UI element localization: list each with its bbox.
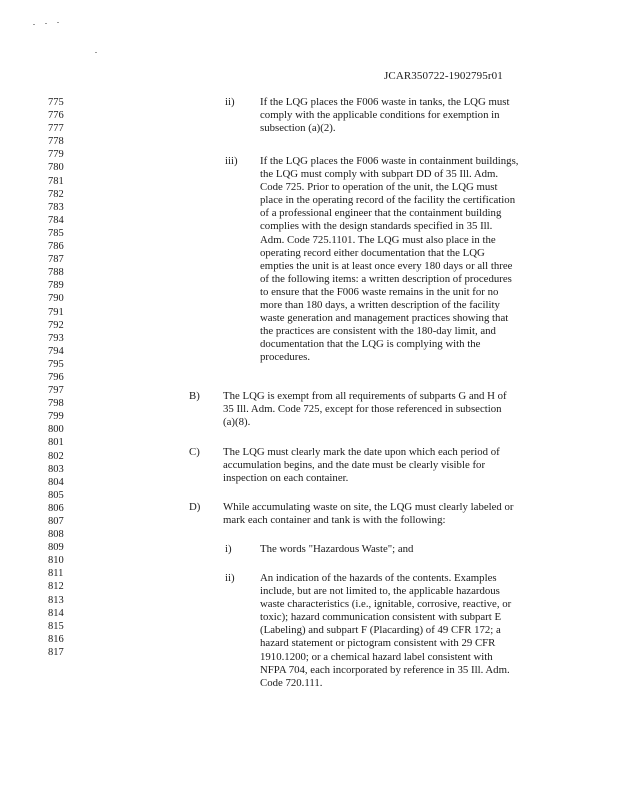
text-line: waste characteristics (i.e., ignitable, corrosive, reactive, or xyxy=(260,598,512,611)
item-label: B) xyxy=(189,390,200,402)
text-line: Adm. Code 725.1101. The LQG must also place in the xyxy=(260,233,496,246)
text-line: Code 725. Prior to operation of the unit, the LQG must xyxy=(260,181,498,194)
line-number: 812 xyxy=(48,581,64,593)
line-number: 804 xyxy=(48,476,64,488)
scan-speck xyxy=(95,52,97,53)
line-number: 801 xyxy=(48,437,64,449)
text-line: accumulation begins, and the date must be clearly visible for xyxy=(223,459,486,472)
item-label: iii) xyxy=(225,155,238,167)
line-number: 797 xyxy=(48,385,64,397)
line-number: 796 xyxy=(48,371,64,383)
line-number: 792 xyxy=(48,319,64,331)
paragraph-containment-buildings xyxy=(260,155,518,365)
item-label: ii) xyxy=(225,96,235,108)
line-number: 795 xyxy=(48,358,64,370)
text-line: NFPA 704, each incorporated by reference in 35 Ill. Adm. xyxy=(260,663,510,676)
text-line: the LQG must comply with subpart DD of 35 Ill. Adm. xyxy=(260,168,499,181)
paragraph-date-marking xyxy=(223,446,500,485)
text-line: comply with the applicable conditions for exemption in xyxy=(260,109,500,122)
text-line: place in the operating record of the facility the certification xyxy=(260,194,516,207)
line-number: 787 xyxy=(48,254,64,266)
line-number: 784 xyxy=(48,214,64,226)
text-line: 1910.1200; or a chemical hazard label consistent with xyxy=(260,650,493,663)
text-line: The words "Hazardous Waste"; and xyxy=(260,543,414,555)
text-line: If the LQG places the F006 waste in tanks, the LQG must xyxy=(260,96,510,108)
line-number: 793 xyxy=(48,332,64,344)
text-line: documentation that the LQG is complying with the xyxy=(260,338,481,351)
line-number: 775 xyxy=(48,97,64,108)
paragraph-hazard-indication xyxy=(260,572,511,690)
text-line: The LQG is exempt from all requirements of subparts G and H of xyxy=(223,390,507,402)
line-number: 786 xyxy=(48,241,64,253)
text-line: of a professional engineer that the containment building xyxy=(260,207,502,220)
line-number: 785 xyxy=(48,227,64,239)
text-line: more than 180 days, a written description of the facility xyxy=(260,299,500,312)
line-number: 811 xyxy=(48,568,64,580)
line-number: 781 xyxy=(48,175,64,187)
line-number: 802 xyxy=(48,450,64,462)
line-number: 778 xyxy=(48,136,64,148)
line-number: 805 xyxy=(48,489,64,501)
document-id-header: JCAR350722-1902795r01 xyxy=(384,70,503,82)
text-line: inspection on each container. xyxy=(223,472,349,485)
text-line: Code 720.111. xyxy=(260,676,323,689)
text-line: procedures. xyxy=(260,351,311,364)
item-label: D) xyxy=(189,501,201,513)
line-number: 783 xyxy=(48,201,64,213)
line-number: 780 xyxy=(48,162,64,174)
scan-speck xyxy=(45,23,47,24)
text-line: The LQG must clearly mark the date upon which each period of xyxy=(223,446,500,458)
line-number: 803 xyxy=(48,463,64,475)
text-line: An indication of the hazards of the contents. Examples xyxy=(260,572,497,584)
line-number: 810 xyxy=(48,555,64,567)
text-line: empties the unit is at least once every 180 days or all three xyxy=(260,259,513,272)
line-number: 794 xyxy=(48,345,64,357)
line-number: 782 xyxy=(48,188,64,200)
text-line: waste generation and management practices showing that xyxy=(260,312,509,325)
line-number: 814 xyxy=(48,607,64,619)
paragraph-labeling xyxy=(223,501,514,527)
text-line: hazard statement or pictogram consistent with 29 CFR xyxy=(260,637,496,650)
paragraph-hazardous-waste-words xyxy=(260,543,413,556)
line-number: 779 xyxy=(48,149,64,161)
item-label: C) xyxy=(189,446,200,458)
text-line: operating record either documentation that the LQG xyxy=(260,246,485,259)
line-number: 806 xyxy=(48,502,64,514)
text-line: 35 Ill. Adm. Code 725, except for those referenced in subsection xyxy=(223,403,502,416)
item-label: i) xyxy=(225,543,232,555)
text-line: to ensure that the F006 waste remains in the unit for no xyxy=(260,285,499,298)
line-number: 798 xyxy=(48,398,64,410)
line-number: 809 xyxy=(48,542,64,554)
line-number: 789 xyxy=(48,280,64,292)
line-number: 790 xyxy=(48,293,64,305)
text-line: (a)(8). xyxy=(223,416,251,429)
line-number: 788 xyxy=(48,267,64,279)
item-label: ii) xyxy=(225,572,235,584)
line-number: 791 xyxy=(48,306,64,318)
text-line: If the LQG places the F006 waste in containment buildings, xyxy=(260,155,519,167)
line-number: 776 xyxy=(48,110,64,122)
line-number: 816 xyxy=(48,633,64,645)
scan-speck xyxy=(57,22,59,23)
text-line: mark each container and tank is with the following: xyxy=(223,514,446,527)
line-number: 799 xyxy=(48,411,64,423)
line-number: 777 xyxy=(48,123,64,135)
text-line: of the following items: a written description of procedures xyxy=(260,272,512,285)
line-number: 817 xyxy=(48,646,64,658)
line-number: 815 xyxy=(48,620,64,632)
text-line: complies with the design standards specified in 35 Ill. xyxy=(260,220,493,233)
text-line: the practices are consistent with the 180-day limit, and xyxy=(260,325,496,338)
line-number: 800 xyxy=(48,424,64,436)
line-number: 808 xyxy=(48,529,64,541)
text-line: subsection (a)(2). xyxy=(260,122,336,135)
text-line: While accumulating waste on site, the LQG must clearly labeled or xyxy=(223,501,514,513)
text-line: (Labeling) and subpart F (Placarding) of 49 CFR 172; a xyxy=(260,624,501,637)
paragraph-tanks xyxy=(260,96,509,135)
paragraph-exemption xyxy=(223,390,507,429)
text-line: include, but are not limited to, the applicable hazardous xyxy=(260,585,500,598)
text-line: toxic); hazard communication consistent with subpart E xyxy=(260,611,502,624)
line-number: 813 xyxy=(48,594,64,606)
line-number: 807 xyxy=(48,516,64,527)
scan-speck xyxy=(33,24,35,25)
line-numbers xyxy=(48,96,64,659)
